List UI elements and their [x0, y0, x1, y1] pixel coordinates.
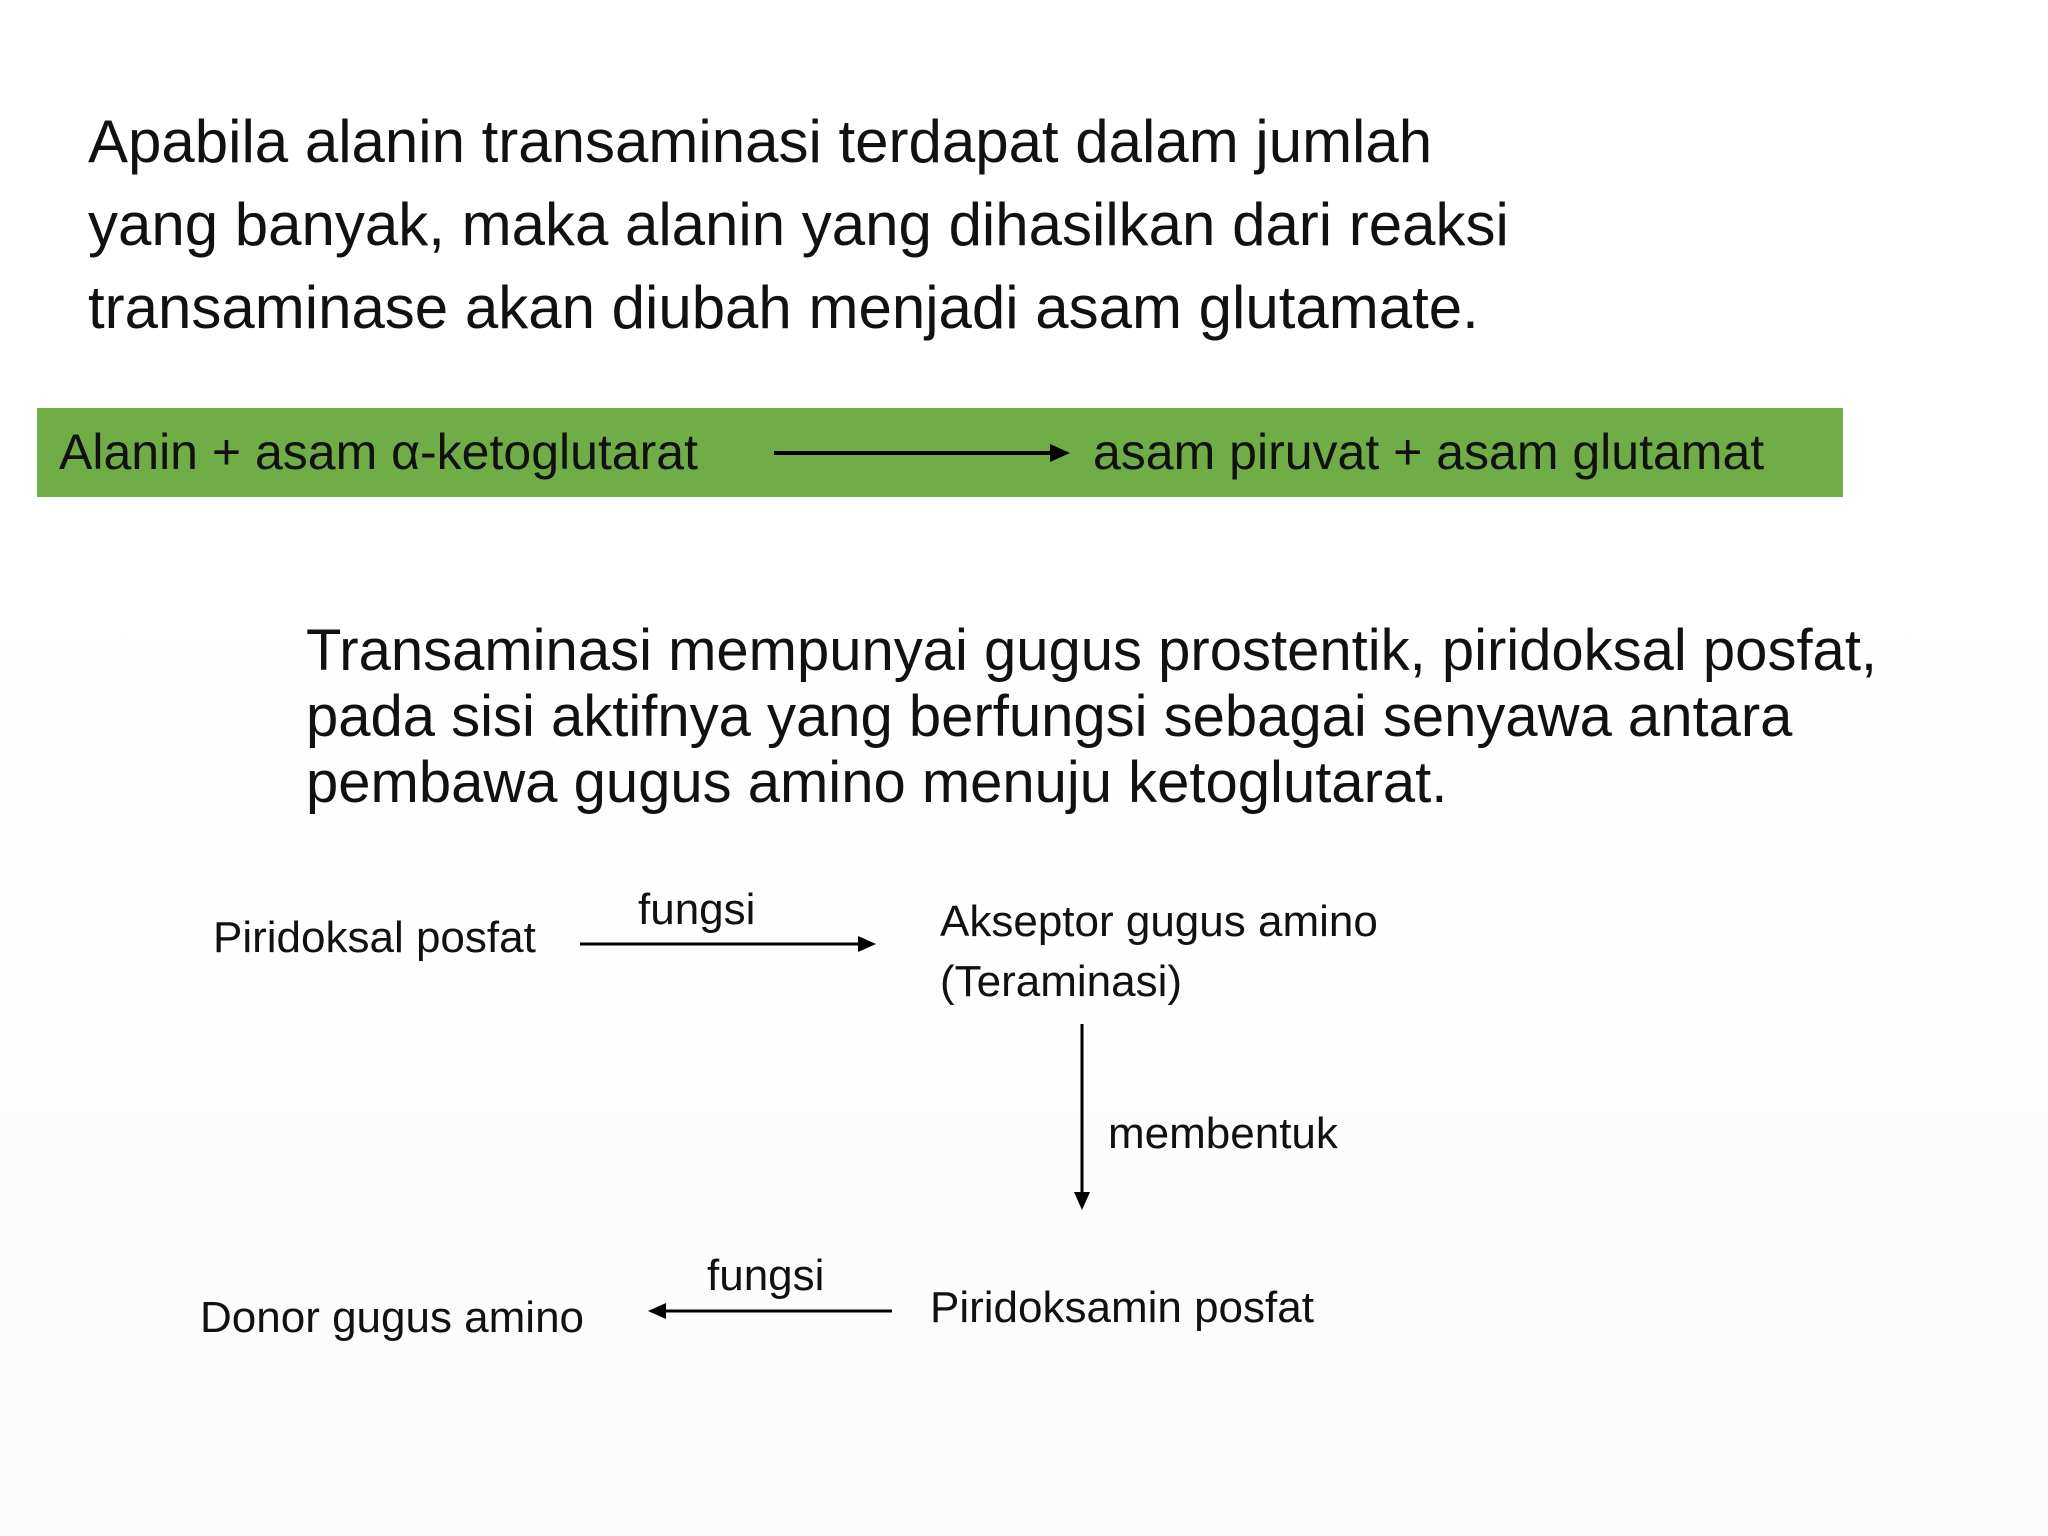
- explanation-line: Transaminasi mempunyai gugus prostentik, piridoksal posfat,: [306, 618, 1878, 683]
- edge-label-fungsi: fungsi: [638, 885, 756, 934]
- explanation-paragraph: [306, 618, 2026, 816]
- reaction-reactants: Alanin + asam α-ketoglutarat: [59, 424, 698, 480]
- intro-line: transaminase akan diubah menjadi asam glutamate.: [88, 274, 1479, 341]
- edge-label-membentuk: membentuk: [1108, 1109, 1338, 1158]
- reaction-products: asam piruvat + asam glutamat: [1093, 424, 1765, 480]
- edge-label-fungsi: fungsi: [707, 1251, 825, 1300]
- intro-line: Apabila alanin transaminasi terdapat dalam jumlah: [88, 108, 1433, 175]
- explanation-line: pada sisi aktifnya yang berfungsi sebagai senyawa antara: [306, 684, 1793, 749]
- node-akseptor-line: (Teraminasi): [940, 957, 1183, 1006]
- intro-paragraph: [88, 100, 1648, 349]
- reaction-arrow-icon: [772, 428, 1072, 478]
- node-akseptor-line: Akseptor gugus amino: [940, 897, 1378, 946]
- node-piridoksamin-posfat: Piridoksamin posfat: [930, 1283, 1314, 1332]
- reaction-banner: [37, 408, 1843, 497]
- node-donor-gugus-amino: Donor gugus amino: [200, 1293, 585, 1342]
- node-piridoksal-posfat: Piridoksal posfat: [213, 913, 536, 962]
- node-akseptor-gugus-amino: [940, 892, 1378, 1012]
- explanation-line: pembawa gugus amino menuju ketoglutarat.: [306, 750, 1448, 815]
- intro-line: yang banyak, maka alanin yang dihasilkan dari reaksi: [88, 191, 1509, 258]
